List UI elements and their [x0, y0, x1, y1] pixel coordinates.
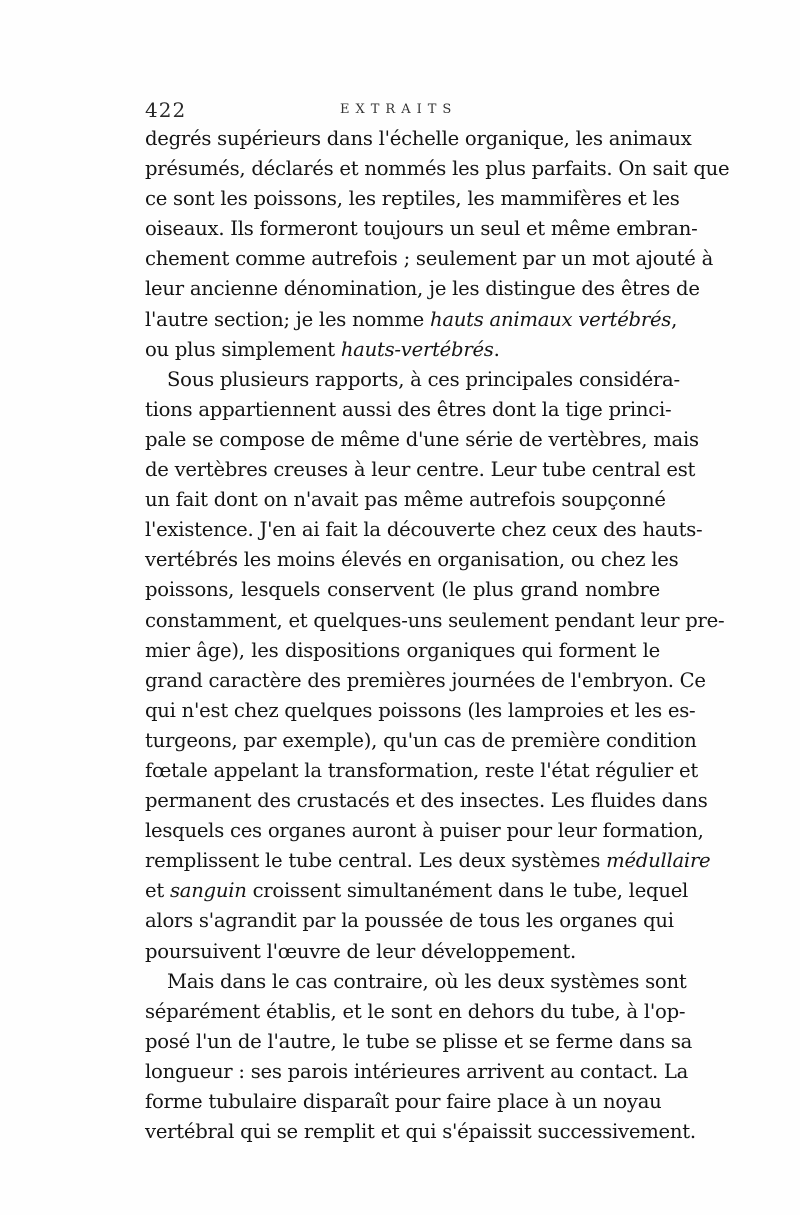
text-line: tions appartiennent aussi des êtres dont la tige princi-: [145, 397, 672, 421]
running-title: EXTRAITS: [340, 102, 458, 117]
text-line: permanent des crustacés et des insectes. Les fluides dans: [145, 789, 708, 813]
text-line: oiseaux. Ils formeront toujours un seul et même embran-: [145, 217, 698, 241]
text-line: qui n'est chez quelques poissons (les lamproies et les es-: [145, 698, 696, 722]
text-line: pale se compose de même d'une série de vertèbres, mais: [145, 427, 699, 451]
text-line: [145, 305, 678, 335]
text-line: lesquels ces organes auront à puiser pour leur formation,: [145, 819, 704, 843]
text-line: ce sont les poissons, les reptiles, les mammifères et les: [145, 187, 680, 211]
text-run: ou plus simplement: [145, 337, 341, 361]
text-line: alors s'agrandit par la poussée de tous les organes qui: [145, 909, 674, 933]
text-line: fœtale appelant la transformation, reste l'état régulier et: [145, 758, 698, 782]
body-text: [145, 124, 730, 1147]
text-line: longueur : ses parois intérieures arrivent au contact. La: [145, 1059, 689, 1083]
text-line: séparément établis, et le sont en dehors du tube, à l'op-: [145, 999, 686, 1023]
italic-term: sanguin: [169, 879, 247, 903]
text-line: présumés, déclarés et nommés les plus parfaits. On sait que: [145, 157, 730, 181]
text-line: [145, 335, 660, 365]
text-line: forme tubulaire disparaît pour faire place à un noyau: [145, 1090, 662, 1113]
text-line: posé l'un de l'autre, le tube se plisse et se ferme dans sa: [145, 1029, 693, 1053]
text-line: de vertèbres creuses à leur centre. Leur tube central est: [145, 458, 696, 482]
text-line: poursuivent l'œuvre de leur développement.: [145, 939, 576, 963]
italic-term: hauts animaux vertébrés: [429, 307, 672, 331]
text-line: un fait dont on n'avait pas même autrefois soupçonné: [145, 488, 666, 512]
italic-term: médullaire: [606, 849, 711, 873]
italic-term: hauts-vertébrés: [340, 337, 494, 361]
page-number: 422: [145, 98, 187, 122]
text-line: mier âge), les dispositions organiques qui forment le: [145, 638, 660, 662]
text-run: l'autre section; je les nomme: [145, 307, 430, 331]
text-run: et: [145, 879, 170, 903]
text-line: degrés supérieurs dans l'échelle organique, les animaux: [145, 127, 692, 150]
text-line: leur ancienne dénomination, je les distingue des êtres de: [145, 277, 700, 301]
text-run: croissent simultanément dans le tube, lequel: [246, 879, 689, 903]
page-header: [145, 98, 660, 126]
text-line: vertébrés les moins élevés en organisation, ou chez les: [145, 548, 679, 572]
text-line: grand caractère des premières journées de l'embryon. Ce: [145, 668, 706, 692]
text-line: [145, 846, 711, 876]
text-line: l'existence. J'en ai fait la découverte chez ceux des hauts-: [145, 518, 703, 542]
text-run: .: [493, 337, 500, 361]
text-line: turgeons, par exemple), qu'un cas de première condition: [145, 728, 697, 752]
text-line: Sous plusieurs rapports, à ces principales considéra-: [167, 367, 680, 391]
text-line: [145, 876, 689, 906]
text-line: vertébral qui se remplit et qui s'épaissit successivement.: [145, 1120, 696, 1144]
text-run: ,: [671, 307, 678, 331]
text-line: constamment, et quelques-uns seulement pendant leur pre-: [145, 608, 725, 632]
text-line: Mais dans le cas contraire, où les deux systèmes sont: [167, 969, 687, 993]
text-line: poissons, lesquels conservent (le plus grand nombre: [145, 578, 660, 602]
text-run: remplissent le tube central. Les deux systèmes: [145, 849, 607, 873]
text-line: chement comme autrefois ; seulement par un mot ajouté à: [145, 247, 713, 271]
